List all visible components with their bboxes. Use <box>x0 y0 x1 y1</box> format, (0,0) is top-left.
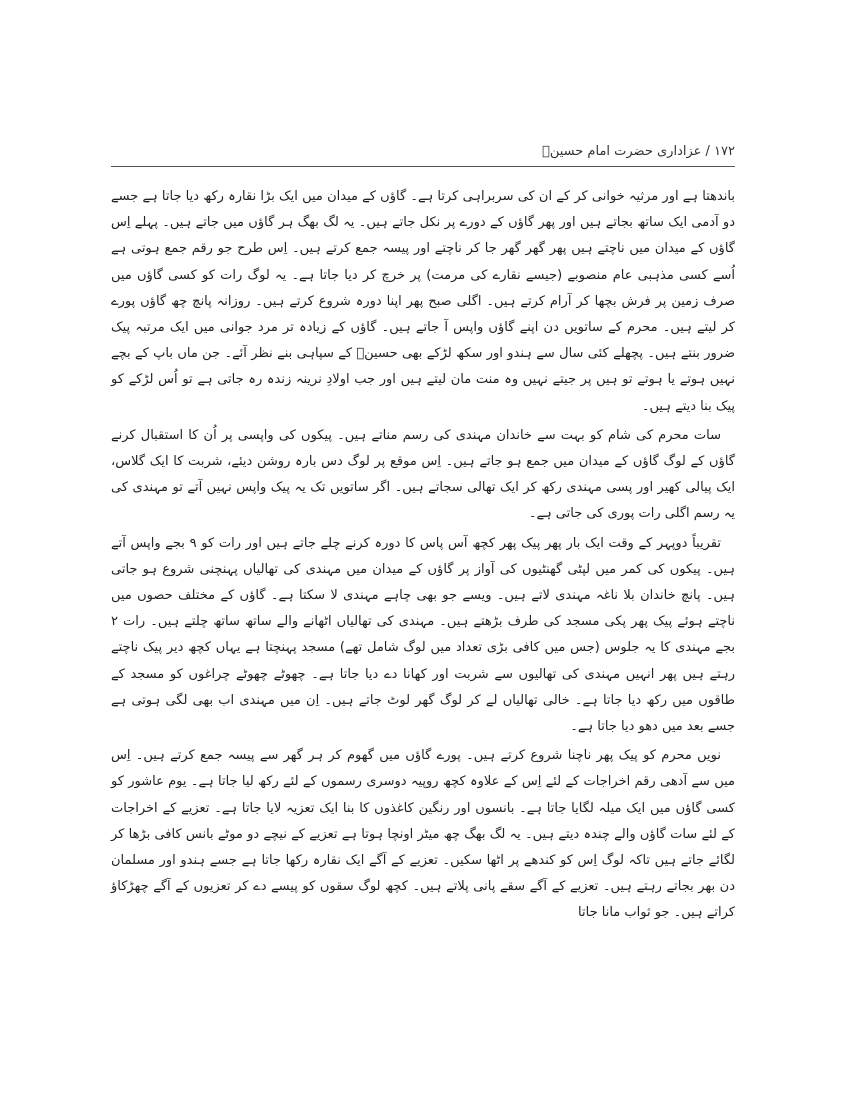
header-divider <box>111 166 735 167</box>
paragraph: سات محرم کی شام کو بہت سے خاندان مہندی کی رسم مناتے ہیں۔ پیکوں کی واپسی پر اُن کا استقبال کرنے گاؤں کے لوگ گاؤں کے میدان میں جمع ہو جاتے ہیں۔ اِس موقع پر لوگ دس بارہ روشن دیئے، شربت کا ایک گلاس، ایک پیالی کھیر اور پسی مہندی رکھ کر ایک تھالی سجاتے ہیں۔ اگر ساتویں تک یہ پیک واپس نہیں آتے تو مہندی کی یہ رسم اگلی رات پوری کی جاتی ہے۔ <box>111 427 735 522</box>
page-header <box>111 140 735 164</box>
paragraph: تقریباً دوپہر کے وقت ایک بار پھر پیک پھر کچھ آس پاس کا دورہ کرنے چلے جاتے ہیں اور رات کو ۹ بجے واپس آتے ہیں۔ پیکوں کی کمر میں لپٹی گھنٹیوں کی آواز پر گاؤں کے میدان میں مہندی کی تھالیاں پہنچنی شروع ہو جاتی ہیں۔ پانچ خاندان بلا ناغہ مہندی لاتے ہیں۔ ویسے جو بھی چاہے مہندی لا سکتا ہے۔ گاؤں کے مختلف حصوں میں ناچتے ہوئے پیک پھر پکی مسجد کی طرف بڑھتے ہیں۔ مہندی کی تھالیاں اٹھانے والے ساتھ ساتھ چلتے ہیں۔ رات ۲ بجے مہندی کا یہ جلوس (جس میں کافی بڑی تعداد میں لوگ شامل تھے) مسجد پہنچتا ہے یہاں کچھ دیر پیک ناچتے رہتے ہیں پھر انہیں مہندی کی تھالیوں سے شربت اور کھانا دے دیا جاتا ہے۔ چھوٹے چھوٹے چراغوں کو مسجد کے طاقوں میں رکھ دیا جاتا ہے۔ خالی تھالیاں لے کر لوگ گھر لوٹ جاتے ہیں۔ اِن میں مہندی اب بھی لگی ہوتی ہے جسے بعد میں دھو دیا جاتا ہے۔ <box>111 535 735 735</box>
paragraph: باندھتا ہے اور مرثیہ خوانی کر کے ان کی سربراہی کرتا ہے۔ گاؤں کے میدان میں ایک بڑا نقارہ رکھ دیا جاتا ہے جسے دو آدمی ایک ساتھ بجاتے ہیں اور پھر گاؤں کے دورے پر نکل جاتے ہیں۔ یہ لگ بھگ ہر گاؤں میں جاتے ہیں۔ پہلے اِس گاؤں کے میدان میں ناچتے ہیں پھر گھر گھر جا کر ناچتے اور پیسہ جمع کرتے ہیں۔ اِس طرح جو رقم جمع ہوتی ہے اُسے کسی مذہبی عام منصوبے (جیسے نقارے کی مرمت) پر خرچ کر دیا جاتا ہے۔ یہ لوگ رات کو کسی گاؤں میں صرف زمین پر فرش بچھا کر آرام کرتے ہیں۔ اگلی صبح پھر اپنا دورہ شروع کرتے ہیں۔ روزانہ پانچ چھ گاؤں پورے کر لیتے ہیں۔ محرم کے ساتویں دن اپنے گاؤں واپس آ جاتے ہیں۔ گاؤں کے زیادہ تر مرد جوانی میں ایک مرتبہ پیک ضرور بنتے ہیں۔ پچھلے کئی سال سے ہندو اور سکھ لڑکے بھی حسینؑ کے سپاہی بنے نظر آئے۔ جن ماں باپ کے بچے نہیں ہوتے یا ہوتے تو ہیں پر جیتے نہیں وہ منت مان لیتے ہیں اور جب اولادِ نرینہ زندہ رہ جاتی ہے تو اُس لڑکے کو پیک بنا دیتے ہیں۔ <box>111 189 735 414</box>
running-header-title: ۱۷۲ / عزاداری حضرت امام حسینؑ <box>542 144 735 159</box>
paragraph: نویں محرم کو پیک پھر ناچنا شروع کرتے ہیں۔ پورے گاؤں میں گھوم کر ہر گھر سے پیسہ جمع کرتے ہیں۔ اِس میں سے آدھی رقم اخراجات کے لئے اِس کے علاوہ کچھ روپیہ دوسری رسموں کے لئے رکھ لیا جاتا ہے۔ یوم عاشور کو کسی گاؤں میں ایک میلہ لگایا جاتا ہے۔ بانسوں اور رنگین کاغذوں کا بنا ایک تعزیہ لایا جاتا ہے۔ تعزیے کے اخراجات کے لئے سات گاؤں والے چندہ دیتے ہیں۔ یہ لگ بھگ چھ میٹر اونچا ہوتا ہے تعزیے کے نیچے دو موٹے بانس کافی بڑھا کر لگائے جاتے ہیں تاکہ لوگ اِس کو کندھے پر اٹھا سکیں۔ تعزیے کے آگے ایک نقارہ رکھا جاتا ہے جسے ہندو اور مسلمان دن بھر بجاتے رہتے ہیں۔ تعزیے کے آگے سقے پانی پلاتے ہیں۔ کچھ لوگ سقوں کو پیسے دے کر تعزیوں کے آگے چھڑکاؤ کراتے ہیں۔ جو ثواب مانا جاتا <box>111 748 735 921</box>
body-text <box>111 184 735 930</box>
